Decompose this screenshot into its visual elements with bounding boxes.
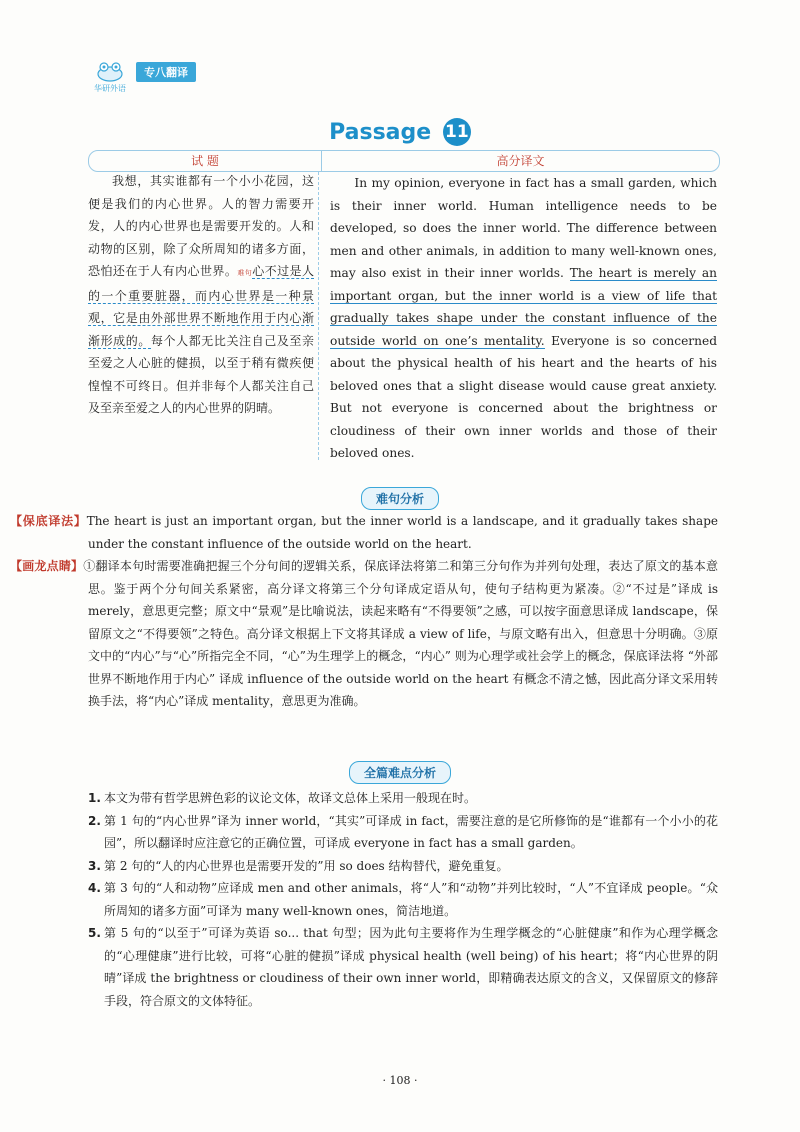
item-text: 第 5 句的“以至于”可译为英语 so... that 句型；因为此句主要将作为生理学概念的“心脏健康”和作为心理学概念的“心理健康”进行比较，可将“心脏的健损”译成 physical health (well being) of his heart；将“内心世界的阴晴”译成 the brightness or cloudiness of their own inner world，即精确表达原文的含义，又保留原文的修辞手段，符合原文的文体特征。 [104,926,718,1008]
list-item [88,787,718,810]
list-item [88,877,718,922]
difficult-sentence-heading [0,487,800,510]
source-para-1: 我想，其实谁都有一个小小花园，这便是我们的内心世界。人的智力需要开发，人的内心世界也是需要开发的。人和动物的区别，除了众所周知的诸多方面，恐怕还在于人有内心世界。 [88,174,314,278]
list-item [88,855,718,878]
translation-column-title: 高分译文 [496,154,545,168]
highlight-label: 【画龙点睛】 [10,559,84,573]
brand-logo [88,60,132,94]
item-text: 第 2 句的“人的内心世界也是需要开发的”用 so does 结构替代，避免重复。 [104,858,509,873]
passage-number: 11 [443,118,471,146]
difficult-sentence-tag: 难句 [237,269,253,277]
difficult-analysis [10,510,718,713]
item-text: 本文为带有哲学思辨色彩的议论文体，故译文总体上采用一般现在时。 [104,791,477,805]
translation-para-3: Everyone is so concerned about the physical health of his heart and the hearts of his beloved ones that a slight disease would cause great anxiety. But not everyone is concerned about the brightness or cloudiness of their own inner worlds and those of their beloved ones. [330,333,717,460]
basic-translation [10,510,718,555]
passage-label: Passage [329,120,432,145]
series-badge: 专八翻译 [136,62,196,82]
header [88,60,196,94]
item-text: 第 1 句的“内心世界”译为 inner world，“其实”可译成 in fact，需要注意的是它所修饰的是“谁都有一个小小的花园”，所以翻译时应注意它的正确位置，可译成 everyone in fact has a small garden。 [104,813,718,850]
column-divider [318,172,319,460]
list-item [88,922,718,1012]
source-difficult-sentence: 心不过是人的一个重要脏器，而内心世界是一种景观，它是由外部世界不断地作用于内心渐渐形成的。 [88,264,314,348]
source-para-3: 每个人都无比关注自己及至亲至爱之人心脏的健损，以至于稍有微疾便惶惶不可终日。但并非每个人都关注自己及至亲至爱之人的内心世界的阴晴。 [88,333,314,415]
item-number: 3. [88,858,101,873]
translation-difficult-sentence: The heart is merely an important organ, but the inner world is a view of life that gradually takes shape under the constant influence of the outside world on one’s mentality. [330,266,717,348]
item-text: 第 3 句的“人和动物”应译成 men and other animals，将“人”和“动物”并列比较时，“人”不宜译成 people。“众所周知的诸多方面”可译为 many well-known ones，简洁地道。 [104,881,718,918]
source-text [88,170,314,420]
highlight-text: ①翻译本句时需要准确把握三个分句间的逻辑关系，保底译法将第二和第三分句作为并列句处理，表达了原文的基本意思。鉴于两个分句间关系紧密，高分译文将第三个分句译成定语从句，使句子结构更为紧凑。②“不过是”译成 is merely，意思更完整；原文中“景观”是比喻说法，读起来略有“不得要领”之感，可以按字面意思译成 landscape，保留原文之“不得要领”之特色。高分译文根据上下文将其译成 a view of life，与原文略有出入，但意思十分明确。③原文中的“内心”与“心”所指完全不同，“心”为生理学上的概念，“内心” 则为心理学或社会学上的概念，保底译法将 “外部世界不断地作用于内心” 译成 influence of the outside world on the heart 有概念不清之憾，因此高分译文采用转换手法，将“内心”译成 mentality，意思更为准确。 [83,559,718,708]
highlight-notes [10,555,718,713]
item-number: 4. [88,881,101,895]
passage-title [0,118,800,146]
translation-para-1: In my opinion, everyone in fact has a small garden, which is their inner world. Human intelligence needs to be developed, so does the inner world. The difference between men and other animals, in addition to many well-known ones, may also exist in their inner worlds. [330,176,717,280]
logo-text: 华研外语 [94,84,126,93]
list-item [88,810,718,855]
overall-list [88,787,718,1012]
source-column-title: 试 题 [89,151,322,171]
basic-text: The heart is just an important organ, but the inner world is a landscape, and it gradually takes shape under the constant influence of the outside world on the heart. [86,514,718,551]
item-number: 1. [88,791,101,805]
translation-text [330,172,717,465]
overall-heading [0,761,800,784]
overall-title: 全篇难点分析 [349,761,451,784]
page-number: · 108 · [382,1074,418,1087]
basic-label: 【保底译法】 [10,514,87,528]
item-number: 2. [88,813,101,828]
column-header [88,150,720,172]
difficult-sentence-title: 难句分析 [361,487,439,510]
item-number: 5. [88,926,101,940]
frog-logo-icon [95,60,125,82]
